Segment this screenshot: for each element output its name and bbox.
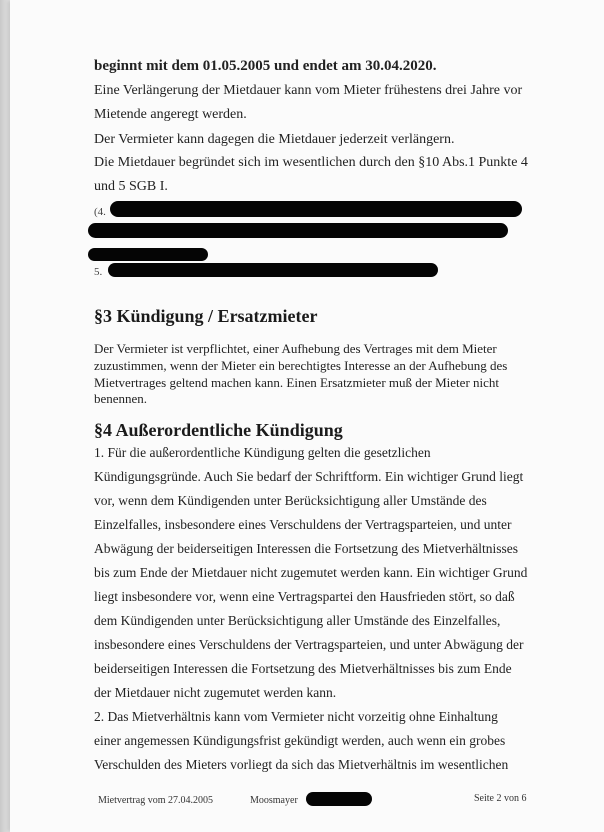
- paragraph-line: dem Kündigenden unter Berücksichtigung aller Umstände des Einzelfalles,: [94, 613, 501, 628]
- redacted-item-label: (4.: [94, 206, 106, 218]
- redaction-bar: [88, 248, 208, 261]
- scan-edge-shadow: [0, 0, 10, 832]
- paragraph-line: und 5 SGB I.: [94, 179, 168, 194]
- paragraph-line: 1. Für die außerordentliche Kündigung gelten die gesetzlichen: [94, 445, 431, 460]
- paragraph-line: Die Mietdauer begründet sich im wesentlichen durch den §10 Abs.1 Punkte 4: [94, 155, 528, 170]
- paragraph-line: Der Vermieter kann dagegen die Mietdauer jederzeit verlängern.: [94, 132, 455, 147]
- redaction-bar: [88, 223, 508, 238]
- footer-page-number: Seite 2 von 6: [474, 793, 527, 804]
- section-3-heading: §3 Kündigung / Ersatzmieter: [94, 306, 318, 326]
- paragraph-line: einer angemessen Kündigungsfrist gekündigt werden, auch wenn ein grobes: [94, 733, 506, 748]
- paragraph-line: Der Vermieter ist verpflichtet, einer Aufhebung des Vertrages mit dem Mieter: [94, 341, 497, 356]
- footer-redaction-bar: [306, 792, 372, 806]
- section-4-heading: §4 Außerordentliche Kündigung: [94, 420, 343, 440]
- paragraph-line: der Mietdauer nicht zugemutet werden kann.: [94, 685, 337, 700]
- paragraph-line: Einzelfalles, insbesondere eines Verschuldens der Vertragsparteien, und unter: [94, 517, 512, 532]
- redaction-bar: [108, 263, 438, 277]
- lease-period-line: beginnt mit dem 01.05.2005 und endet am 30.04.2020.: [94, 58, 437, 74]
- paragraph-line: vor, wenn dem Kündigenden unter Berücksichtigung aller Umstände des: [94, 493, 487, 508]
- redaction-bar: [110, 201, 522, 217]
- paragraph-line: Kündigungsgründe. Auch Sie bedarf der Schriftform. Ein wichtiger Grund liegt: [94, 469, 524, 484]
- paragraph-line: liegt insbesondere vor, wenn eine Vertragspartei den Hausfrieden stört, so daß: [94, 589, 515, 604]
- paragraph-line: benennen.: [94, 391, 148, 406]
- redacted-item-label: 5.: [94, 266, 103, 278]
- paragraph-line: 2. Das Mietverhältnis kann vom Vermieter nicht vorzeitig ohne Einhaltung: [94, 709, 498, 724]
- footer-name: Moosmayer: [250, 795, 298, 806]
- footer-contract-date: Mietvertrag vom 27.04.2005: [98, 795, 213, 806]
- paragraph-line: Abwägung der beiderseitigen Interessen die Fortsetzung des Mietverhältnisses: [94, 541, 519, 556]
- paragraph-line: Mietende angeregt werden.: [94, 107, 247, 122]
- paragraph-line: insbesondere eines Verschuldens der Vertragsparteien, und unter Abwägung der: [94, 637, 524, 652]
- paragraph-line: Eine Verlängerung der Mietdauer kann vom Mieter frühestens drei Jahre vor: [94, 83, 523, 98]
- paragraph-line: zuzustimmen, wenn der Mieter ein berechtigtes Interesse an der Aufhebung des: [94, 358, 508, 373]
- paragraph-line: bis zum Ende der Mietdauer nicht zugemutet werden kann. Ein wichtiger Grund: [94, 565, 528, 580]
- paragraph-line: Mietvertrages geltend machen kann. Einen Ersatzmieter muß der Mieter nicht: [94, 375, 500, 390]
- paragraph-line: Verschulden des Mieters vorliegt da sich das Mietverhältnis im wesentlichen: [94, 757, 509, 772]
- paragraph-line: beiderseitigen Interessen die Fortsetzung des Mietverhältnisses bis zum Ende: [94, 661, 512, 676]
- document-page: [10, 0, 604, 832]
